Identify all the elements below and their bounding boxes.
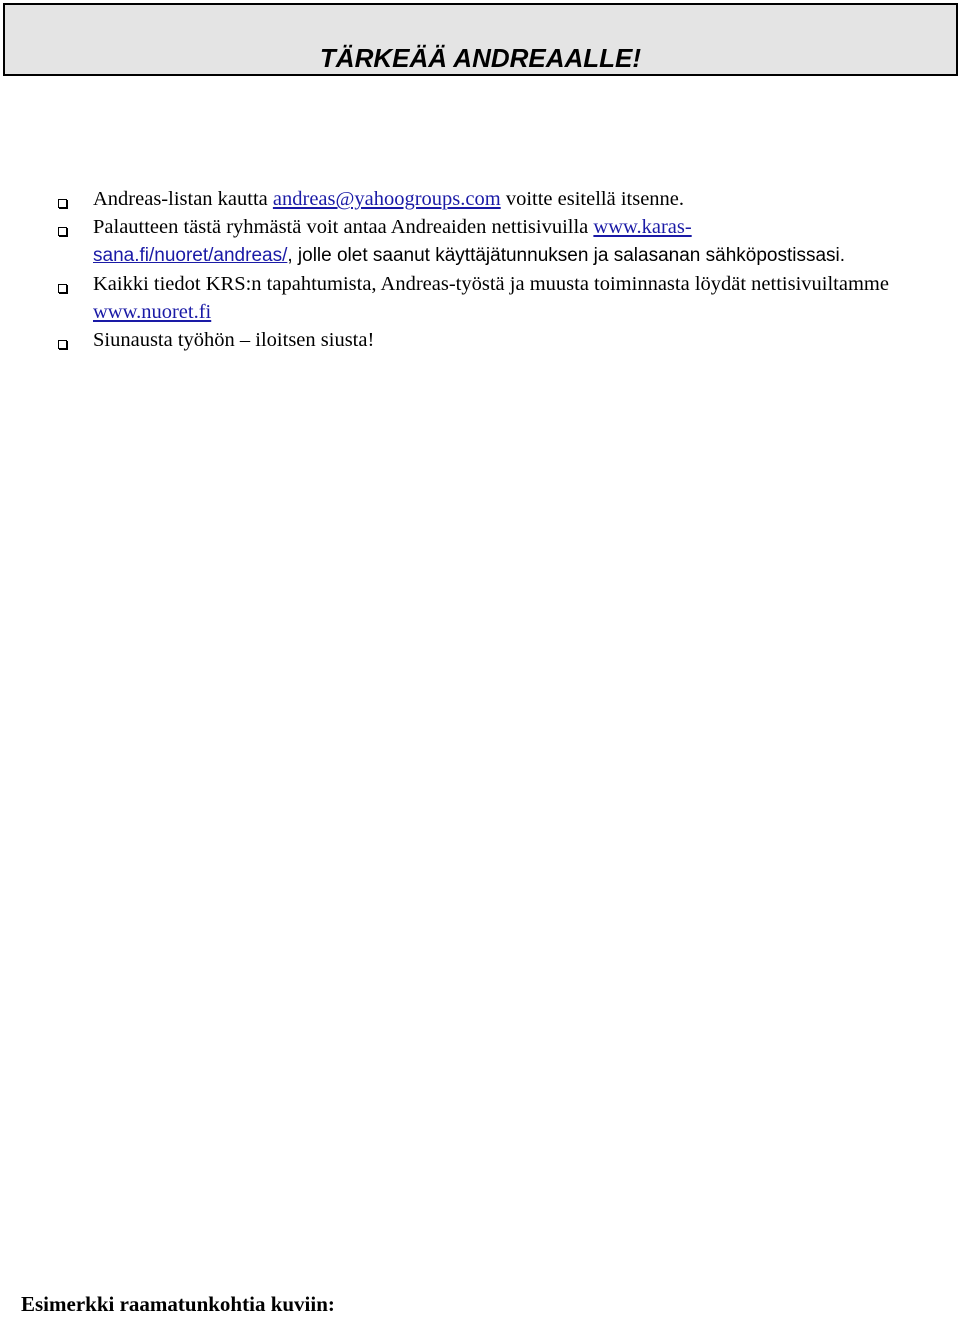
- bullet-text: Andreas-listan kautta: [93, 188, 273, 210]
- feedback-link-continued[interactable]: sana.fi/nuoret/andreas/: [93, 245, 288, 266]
- bullet-text: Kaikki tiedot KRS:n tapahtumista, Andreas-työstä ja muusta toiminnasta löydät nettisivuiltamme: [93, 273, 889, 295]
- website-link[interactable]: www.nuoret.fi: [93, 301, 212, 323]
- page-title: TÄRKEÄÄ ANDREAALLE!: [319, 43, 642, 73]
- bullet-text: Palautteen tästä ryhmästä voit antaa Andreaiden nettisivuilla: [93, 216, 594, 238]
- list-item: [58, 213, 938, 270]
- checkbox-icon: [58, 227, 67, 236]
- section-heading: Esimerkki raamatunkohtia kuviin:: [21, 1292, 335, 1316]
- header-banner: [3, 3, 958, 76]
- feedback-link[interactable]: www.karas-: [593, 216, 692, 238]
- bullet-text: , jolle olet saanut käyttäjätunnuksen ja salasanan sähköpostissasi.: [287, 245, 846, 266]
- bullet-text: Siunausta työhön – iloitsen siusta!: [93, 329, 375, 351]
- bullet-text: voitte esitellä itsenne.: [500, 188, 685, 210]
- checkbox-icon: [58, 199, 67, 208]
- checkbox-icon: [58, 340, 67, 349]
- list-item: [58, 185, 938, 213]
- email-link[interactable]: andreas@yahoogroups.com: [272, 188, 501, 210]
- checkbox-icon: [58, 284, 67, 293]
- bullet-list: [58, 185, 938, 354]
- list-item: [58, 270, 938, 326]
- list-item: [58, 326, 938, 354]
